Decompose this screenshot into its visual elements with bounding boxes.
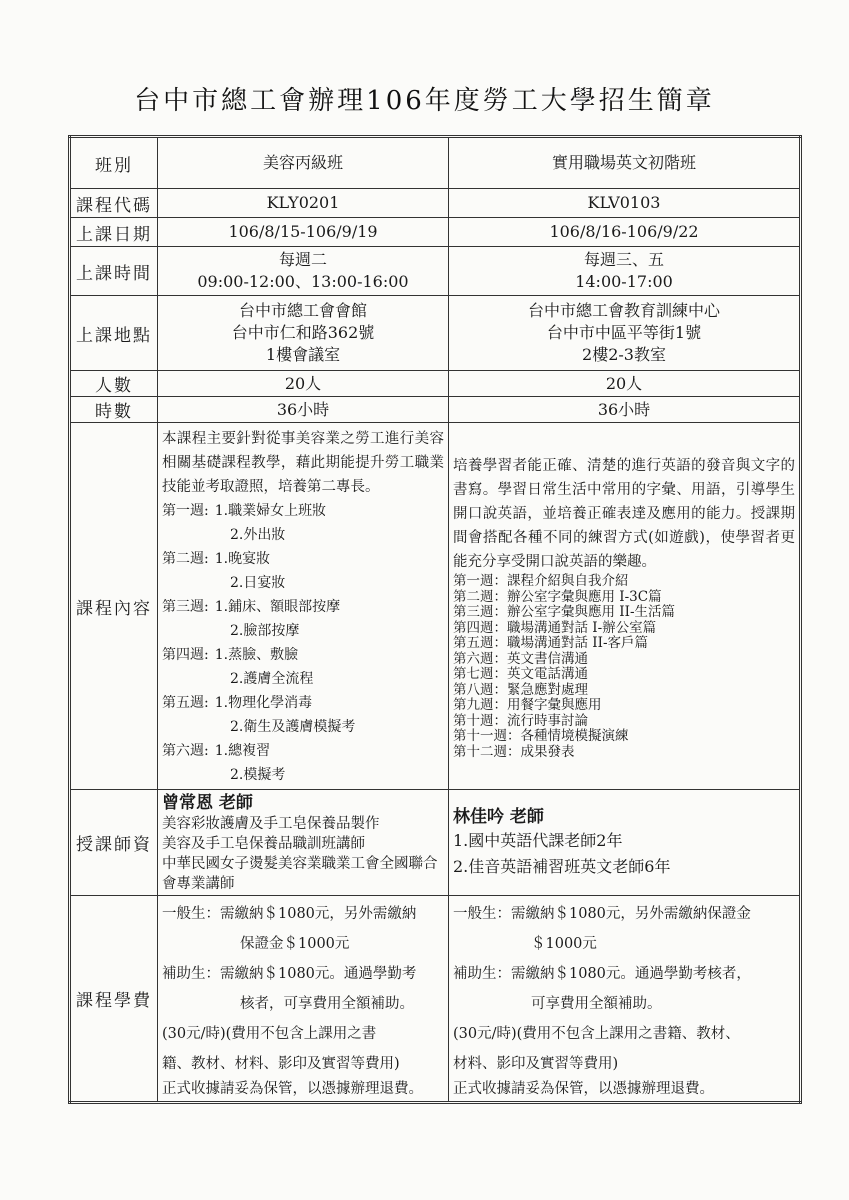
- week-label: 第三週:: [162, 599, 209, 615]
- week-item: 第七週：英文電話溝通: [453, 666, 588, 682]
- course-b-location: [449, 296, 801, 371]
- course-a-weeks: [162, 499, 444, 787]
- fee-subsidy-text: 需繳納＄1080元。通過學勤考: [220, 965, 417, 982]
- week-item: [162, 715, 444, 739]
- label-teacher: 授課師資: [70, 790, 158, 896]
- label-fee: 課程學費: [70, 896, 158, 1103]
- course-a-dates: 106/8/15-106/9/19: [158, 218, 449, 247]
- week-topic: 1.總複習: [214, 743, 271, 759]
- course-a-fee-subsidy: [162, 959, 444, 989]
- course-a-capacity: 20人: [158, 371, 449, 397]
- course-a-fee-general: [162, 899, 444, 929]
- week-topic: 1.物理化學消毒: [214, 695, 313, 711]
- course-b-capacity: 20人: [449, 371, 801, 397]
- course-a-fee-note-cont: 籍、教材、材料、影印及實習等費用): [162, 1055, 400, 1072]
- course-b-fee-subsidy-cont: 可享費用全額補助。: [531, 995, 662, 1012]
- course-b-fee-general: [453, 899, 795, 929]
- week-item: 第二週：辦公室字彙與應用 I-3C篇: [453, 588, 662, 605]
- week-item: [162, 643, 444, 667]
- course-a-description: 本課程主要針對從事美容業之勞工進行美容相關基礎課程教學，藉此期能提升勞工職業技能並考取證照，培養第二專長。: [162, 431, 444, 495]
- course-b-weeks: [453, 574, 795, 760]
- course-b-location-line: 台中市中區平等街1號: [546, 323, 702, 342]
- week-item: [162, 619, 444, 643]
- row-course-code: [70, 189, 801, 218]
- week-item: [162, 571, 444, 595]
- course-b-fee-deposit: ＄1000元: [531, 935, 597, 952]
- course-a-hours: 36小時: [158, 397, 449, 423]
- fee-subsidy-label: 補助生：: [453, 965, 511, 982]
- course-b-content: [449, 423, 801, 790]
- course-b-dates: 106/8/16-106/9/22: [449, 218, 801, 247]
- course-b-location-line: 台中市總工會教育訓練中心: [527, 301, 720, 320]
- week-item: [162, 499, 444, 523]
- fee-subsidy-text: 需繳納＄1080元。通過學勤考核者，: [511, 965, 751, 982]
- week-item: 第九週：用餐字彙與應用: [453, 697, 602, 713]
- week-item: 第一週：課程介紹與自我介紹: [453, 573, 629, 589]
- course-a-location-line: 台中市總工會會館: [238, 301, 367, 320]
- week-topic: 1.晚宴妝: [214, 551, 271, 567]
- course-a-time-days: 每週二: [278, 250, 327, 269]
- week-label: 第一週:: [162, 503, 209, 519]
- course-b-fee-subsidy: [453, 959, 795, 989]
- week-topic: 2.護膚全流程: [230, 671, 314, 687]
- course-b-description: 培養學習者能正確、清楚的進行英語的發音與文字的書寫。學習日常生活中常用的字彙、用語，引導學生開口說英語，並培養正確表達及應用的能力。授課期間會搭配各種不同的練習方式(如遊戲)，使學習者更能充分享受開口說英語的樂趣。: [453, 458, 795, 570]
- label-capacity: 人數: [70, 371, 158, 397]
- label-dates: 上課日期: [70, 218, 158, 247]
- week-topic: 1.職業婦女上班妝: [214, 503, 327, 519]
- week-label: 第二週:: [162, 551, 209, 567]
- course-a-teacher-name: 曾常恩 老師: [162, 792, 253, 813]
- week-item: [162, 547, 444, 571]
- course-a-location-line: 1樓會議室: [265, 345, 341, 364]
- row-time: [70, 247, 801, 296]
- week-item: [162, 763, 444, 787]
- course-a-teacher-desc: 美容彩妝護膚及手工皂保養品製作: [162, 815, 380, 832]
- course-a-fee: [158, 896, 449, 1103]
- course-a-fee-subsidy-cont: 核者，可享費用全額補助。: [240, 995, 414, 1012]
- label-location: 上課地點: [70, 296, 158, 371]
- week-item: [162, 523, 444, 547]
- week-item: [162, 667, 444, 691]
- course-a-time: [158, 247, 449, 296]
- label-hours: 時數: [70, 397, 158, 423]
- label-content: 課程內容: [70, 423, 158, 790]
- fee-general-text: 需繳納＄1080元，另外需繳納保證金: [511, 905, 751, 922]
- course-b-name: 實用職場英文初階班: [449, 137, 801, 189]
- row-location: [70, 296, 801, 371]
- week-item: 第十週：流行時事討論: [453, 712, 588, 729]
- course-a-code: KLY0201: [158, 189, 449, 218]
- week-topic: 2.模擬考: [230, 767, 286, 783]
- week-label: 第六週:: [162, 743, 209, 759]
- week-item: 第三週：辦公室字彙與應用 II-生活篇: [453, 604, 676, 620]
- course-b-teacher-name: 林佳吟 老師: [453, 806, 544, 827]
- row-class-name: [70, 137, 801, 189]
- course-b-teacher-desc: 2.佳音英語補習班英文老師6年: [453, 856, 671, 876]
- course-a-time-hours: 09:00-12:00、13:00-16:00: [197, 272, 409, 291]
- week-topic: 2.臉部按摩: [230, 623, 300, 639]
- label-time: 上課時間: [70, 247, 158, 296]
- course-a-location-line: 台中市仁和路362號: [231, 323, 375, 342]
- fee-general-label: 一般生：: [162, 905, 220, 922]
- course-b-teacher-desc: 1.國中英語代課老師2年: [453, 830, 623, 850]
- course-a-fee-deposit: 保證金＄1000元: [240, 935, 350, 952]
- week-topic: 1.蒸臉、敷臉: [214, 647, 299, 663]
- week-item: 第四週：職場溝通對話 I-辦公室篇: [453, 619, 657, 636]
- week-item: 第八週：緊急應對處理: [453, 681, 588, 698]
- week-item: [162, 595, 444, 619]
- week-topic: 1.鋪床、額眼部按摩: [214, 599, 341, 615]
- course-b-fee-note: (30元/時)(費用不包含上課用之書籍、教材、: [453, 1025, 740, 1042]
- label-class: 班別: [70, 137, 158, 189]
- week-item: 第十二週：成果發表: [453, 743, 575, 760]
- week-item: 第五週：職場溝通對話 II-客戶篇: [453, 635, 649, 651]
- week-label: 第五週:: [162, 695, 209, 711]
- fee-subsidy-label: 補助生：: [162, 965, 220, 982]
- course-a-teacher-desc: 中華民國女子燙髮美容業職業工會全國聯合會專業講師: [162, 855, 438, 892]
- course-b-fee-note-cont: 材料、影印及實習等費用): [453, 1055, 619, 1072]
- row-teacher: [70, 790, 801, 896]
- row-dates: [70, 218, 801, 247]
- week-topic: 2.衛生及護膚模擬考: [230, 719, 356, 735]
- course-b-hours: 36小時: [449, 397, 801, 423]
- row-hours: [70, 397, 801, 423]
- course-a-name: 美容丙級班: [158, 137, 449, 189]
- course-b-location-line: 2樓2-3教室: [582, 345, 666, 364]
- week-item: [162, 739, 444, 763]
- week-topic: 2.日宴妝: [230, 575, 286, 591]
- row-capacity: [70, 371, 801, 397]
- week-item: 第六週：英文書信溝通: [453, 650, 588, 667]
- course-b-teacher: [449, 790, 801, 896]
- course-a-content: [158, 423, 449, 790]
- course-b-time-hours: 14:00-17:00: [575, 272, 673, 291]
- week-topic: 2.外出妝: [230, 527, 286, 543]
- document-title: 台中市總工會辦理106年度勞工大學招生簡章: [134, 86, 715, 116]
- label-code: 課程代碼: [70, 189, 158, 218]
- course-a-teacher-desc: 美容及手工皂保養品職訓班講師: [162, 835, 365, 852]
- course-b-code: KLV0103: [449, 189, 801, 218]
- course-b-time: [449, 247, 801, 296]
- fee-general-text: 需繳納＄1080元，另外需繳納: [220, 905, 417, 922]
- fee-general-label: 一般生：: [453, 905, 511, 922]
- course-b-fee-receipt: 正式收據請妥為保管，以憑據辦理退費。: [453, 1080, 714, 1097]
- course-a-fee-note: (30元/時)(費用不包含上課用之書: [162, 1025, 377, 1042]
- course-b-fee: [449, 896, 801, 1103]
- course-b-time-days: 每週三、五: [583, 250, 664, 269]
- row-content: [70, 423, 801, 790]
- course-a-location: [158, 296, 449, 371]
- course-a-teacher: [158, 790, 449, 896]
- enrollment-table: [68, 135, 802, 1104]
- row-fee: [70, 896, 801, 1103]
- course-a-fee-receipt: 正式收據請妥為保管，以憑據辦理退費。: [162, 1080, 423, 1097]
- week-item: [162, 691, 444, 715]
- week-item: 第十一週：各種情境模擬演練: [453, 728, 629, 744]
- week-label: 第四週:: [162, 647, 209, 663]
